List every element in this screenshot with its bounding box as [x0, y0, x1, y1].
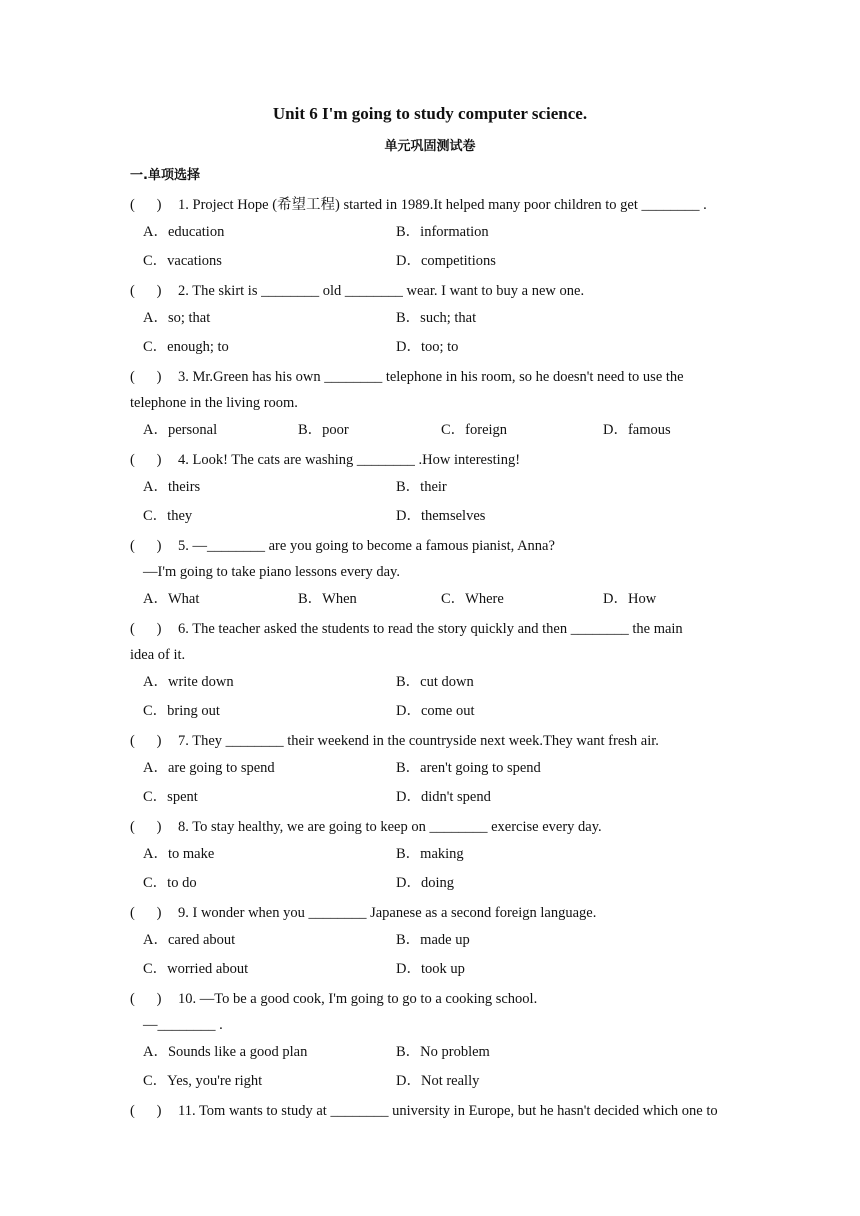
option-d: D．took up	[396, 961, 465, 977]
page-subtitle: 单元巩固测试卷	[384, 139, 476, 154]
answer-blank: ( )	[130, 1103, 162, 1119]
answer-blank: ( )	[130, 905, 162, 921]
question-11	[130, 1098, 730, 1124]
question-stem-continuation: telephone in the living room.	[130, 395, 298, 411]
option-b: B．cut down	[396, 674, 474, 690]
answer-blank: ( )	[130, 733, 162, 749]
question-stem: 1. Project Hope (希望工程) started in 1989.It helped many poor children to get ________ .	[178, 197, 707, 213]
dialogue-reply: —I'm going to take piano lessons every day.	[143, 564, 400, 580]
option-a: A．education	[143, 224, 225, 240]
option-a: A．What	[143, 591, 200, 607]
options-9	[130, 926, 730, 984]
option-a: A．so; that	[143, 310, 211, 326]
option-c: C．vacations	[143, 253, 222, 269]
question-stem: 8. To stay healthy, we are going to keep on ________ exercise every day.	[178, 819, 602, 835]
option-a: A．to make	[143, 846, 215, 862]
page-title: Unit 6 I'm going to study computer science.	[272, 104, 588, 123]
question-4	[130, 447, 730, 473]
options-2	[130, 304, 730, 362]
question-10	[130, 986, 730, 1012]
option-c: C．Where	[441, 591, 504, 607]
option-c: C．spent	[143, 789, 198, 805]
option-d: D．famous	[603, 422, 671, 438]
question-1	[130, 192, 730, 218]
answer-blank: ( )	[130, 369, 162, 385]
option-a: A．theirs	[143, 479, 201, 495]
options-7	[130, 754, 730, 812]
option-c: C．to do	[143, 875, 197, 891]
answer-blank: ( )	[130, 819, 162, 835]
options-5	[130, 585, 730, 614]
answer-blank: ( )	[130, 991, 162, 1007]
question-stem: 10. —To be a good cook, I'm going to go to a cooking school.	[178, 991, 538, 1007]
option-a: A．Sounds like a good plan	[143, 1044, 308, 1060]
option-c: C．enough; to	[143, 339, 229, 355]
option-b: B．When	[298, 591, 357, 607]
option-b: B．their	[396, 479, 447, 495]
question-8	[130, 814, 730, 840]
question-stem: 3. Mr.Green has his own ________ telephone in his room, so he doesn't need to use the	[178, 369, 684, 385]
option-d: D．didn't spend	[396, 789, 491, 805]
option-d: D．Not really	[396, 1073, 480, 1089]
option-d: D．competitions	[396, 253, 496, 269]
option-d: D．How	[603, 591, 657, 607]
option-b: B．poor	[298, 422, 349, 438]
question-2	[130, 278, 730, 304]
question-list	[130, 190, 730, 1124]
options-10	[130, 1038, 730, 1096]
question-5	[130, 533, 730, 559]
answer-blank: ( )	[130, 621, 162, 637]
option-b: B．aren't going to spend	[396, 760, 541, 776]
option-c: C．foreign	[441, 422, 508, 438]
option-d: D．too; to	[396, 339, 459, 355]
option-b: B．such; that	[396, 310, 477, 326]
option-b: B．making	[396, 846, 464, 862]
question-stem: 11. Tom wants to study at ________ university in Europe, but he hasn't decided which one to	[178, 1103, 718, 1119]
question-stem: 6. The teacher asked the students to read the story quickly and then ________ the main	[178, 621, 683, 637]
option-b: B．No problem	[396, 1044, 490, 1060]
option-c: C．Yes, you're right	[143, 1073, 263, 1089]
question-7	[130, 728, 730, 754]
answer-blank: ( )	[130, 283, 162, 299]
options-4	[130, 473, 730, 531]
option-c: C．worried about	[143, 961, 249, 977]
question-stem: 7. They ________ their weekend in the countryside next week.They want fresh air.	[178, 733, 659, 749]
question-6	[130, 616, 730, 642]
option-c: C．they	[143, 508, 193, 524]
option-d: D．themselves	[396, 508, 486, 524]
section-heading: 一.单项选择	[130, 168, 200, 183]
question-stem: 4. Look! The cats are washing ________ .How interesting!	[178, 452, 521, 468]
option-d: D．doing	[396, 875, 454, 891]
question-stem-continuation: idea of it.	[130, 647, 186, 663]
options-3	[130, 416, 730, 445]
option-a: A．write down	[143, 674, 234, 690]
question-9	[130, 900, 730, 926]
options-6	[130, 668, 730, 726]
question-stem: 5. —________ are you going to become a famous pianist, Anna?	[178, 538, 555, 554]
option-a: A．personal	[143, 422, 218, 438]
option-c: C．bring out	[143, 703, 220, 719]
question-stem: 2. The skirt is ________ old ________ wear. I want to buy a new one.	[178, 283, 585, 299]
answer-blank: ( )	[130, 452, 162, 468]
option-b: B．made up	[396, 932, 470, 948]
answer-blank: ( )	[130, 197, 162, 213]
answer-blank: ( )	[130, 538, 162, 554]
dialogue-reply: —________ .	[143, 1017, 223, 1033]
option-a: A．are going to spend	[143, 760, 275, 776]
option-b: B．information	[396, 224, 489, 240]
option-d: D．come out	[396, 703, 475, 719]
options-1	[130, 218, 730, 276]
option-a: A．cared about	[143, 932, 236, 948]
question-stem: 9. I wonder when you ________ Japanese as a second foreign language.	[178, 905, 597, 921]
options-8	[130, 840, 730, 898]
question-3	[130, 364, 730, 390]
